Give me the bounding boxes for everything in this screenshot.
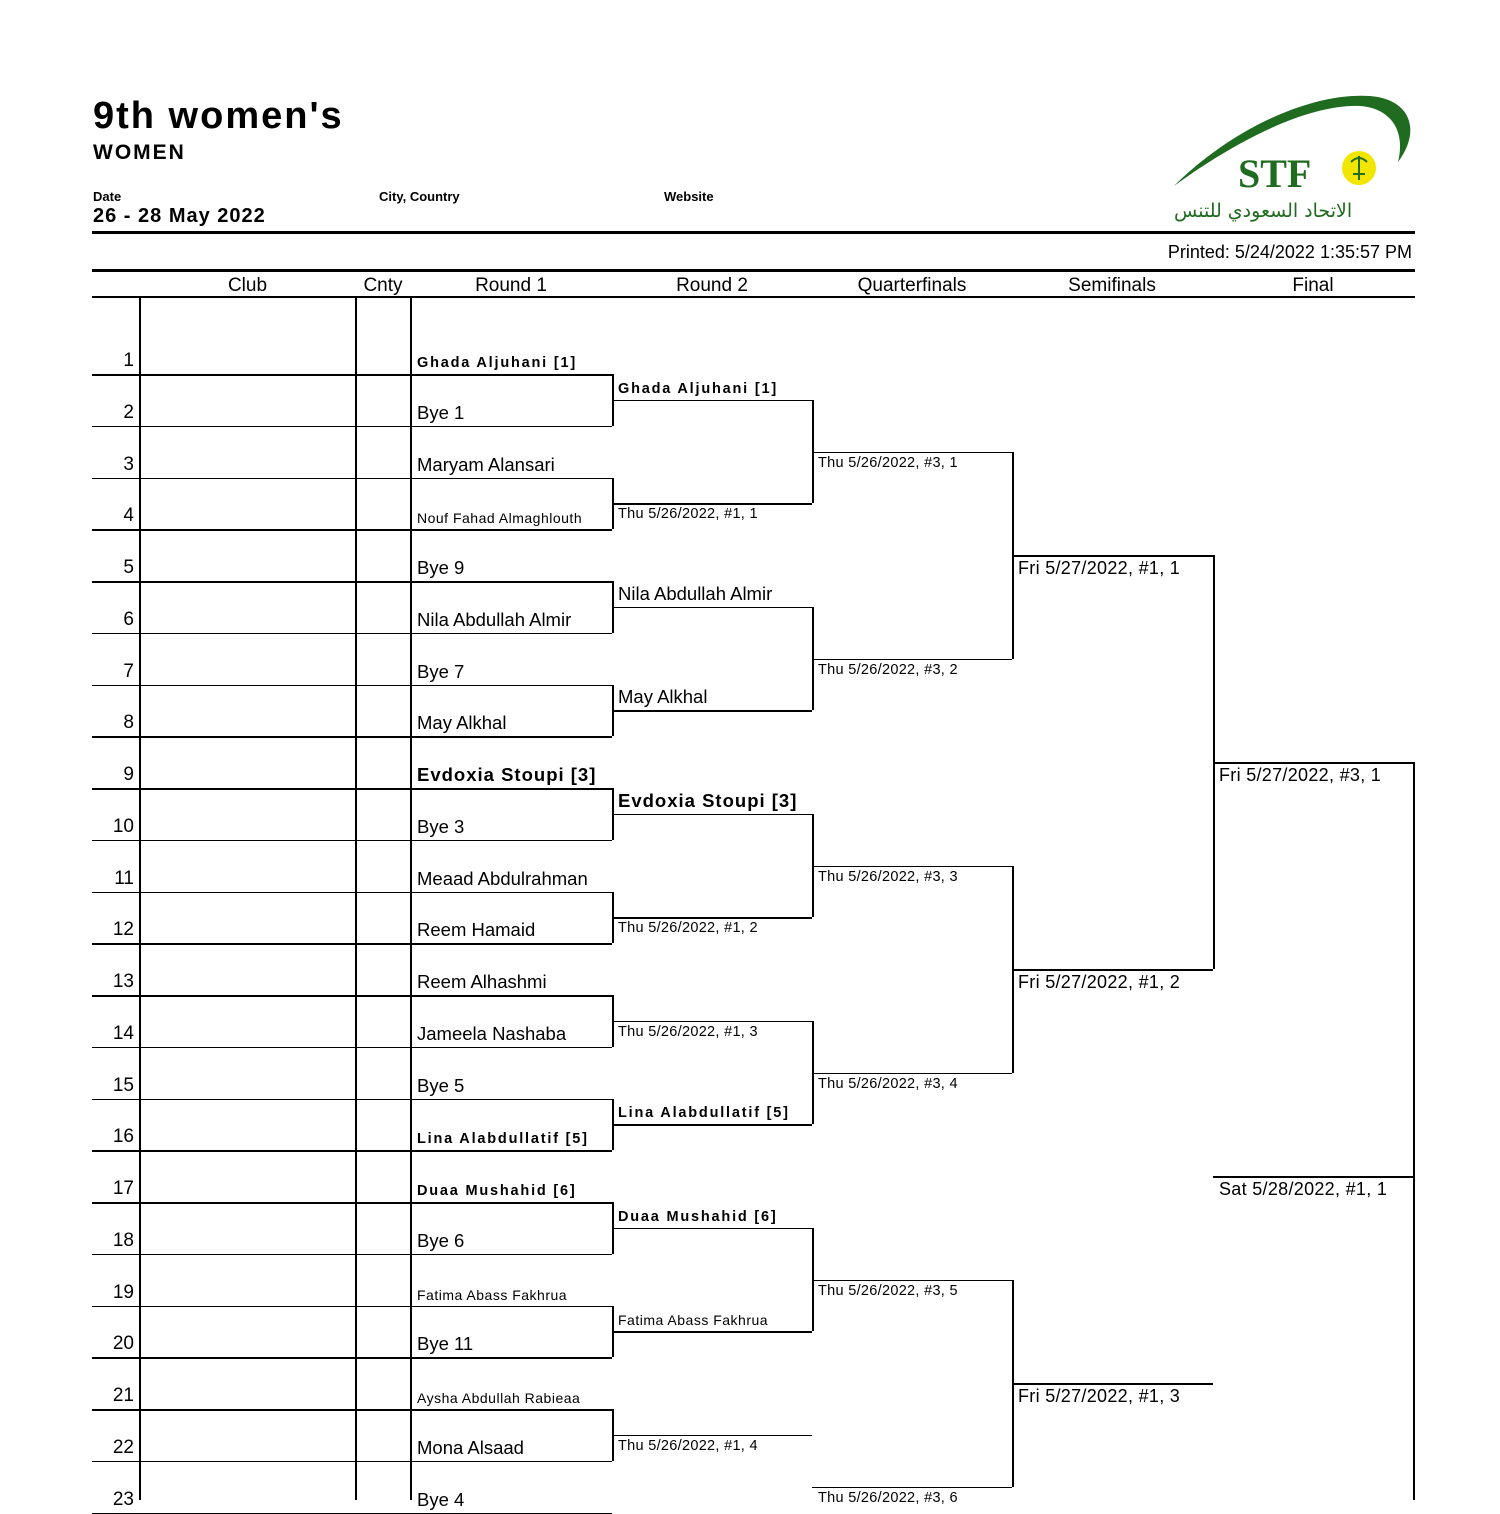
player-name: Nouf Fahad Almaghlouth [417, 510, 582, 526]
round2-winner: Ghada Aljuhani [1] [618, 381, 778, 397]
round2-winner: Lina Alabdullatif [5] [618, 1105, 790, 1121]
col-header-club: Club [139, 275, 356, 297]
championship-schedule: Sat 5/28/2022, #1, 1 [1219, 1179, 1387, 1200]
row-line [92, 943, 612, 945]
logo-stf-text: STF [1238, 151, 1311, 196]
row-number: 21 [92, 1385, 134, 1407]
row-number: 20 [92, 1333, 134, 1355]
stf-logo [1170, 90, 1415, 225]
round2-connector [612, 1202, 614, 1254]
row-number: 7 [92, 661, 134, 683]
row-line [92, 995, 612, 997]
player-name: Meaad Abdulrahman [417, 868, 588, 890]
semifinal-connector [1012, 866, 1014, 1073]
round2-line [612, 1021, 812, 1023]
col-header-semifinals: Semifinals [1012, 275, 1212, 297]
row-line [92, 736, 612, 738]
round2-line [612, 1228, 812, 1230]
round2-winner: May Alkhal [618, 686, 707, 708]
quarterfinal-line [812, 866, 1012, 868]
round2-connector [612, 1099, 614, 1151]
row-number: 3 [92, 454, 134, 476]
player-name: Bye 4 [417, 1489, 464, 1511]
row-line [92, 1306, 612, 1308]
player-name: Bye 5 [417, 1075, 464, 1097]
row-line [92, 426, 612, 428]
printed-timestamp: Printed: 5/24/2022 1:35:57 PM [1168, 242, 1412, 263]
round2-line [612, 917, 812, 919]
semifinal-connector [1012, 1280, 1014, 1487]
tournament-title: 9th women's [93, 95, 344, 138]
row-number: 15 [92, 1075, 134, 1097]
round2-connector [612, 995, 614, 1047]
round2-winner: Evdoxia Stoupi [3] [618, 790, 797, 812]
row-number: 9 [92, 764, 134, 786]
row-line [92, 581, 612, 583]
row-line [92, 1461, 612, 1463]
quarterfinal-line [812, 1280, 1012, 1282]
row-line [92, 1409, 612, 1411]
row-line [92, 1254, 612, 1256]
row-number: 17 [92, 1178, 134, 1200]
round2-connector [612, 478, 614, 530]
round2-connector [612, 685, 614, 737]
semifinal-schedule: Fri 5/27/2022, #1, 2 [1018, 972, 1180, 993]
semifinal-schedule: Fri 5/27/2022, #1, 3 [1018, 1386, 1180, 1407]
round2-connector [612, 581, 614, 633]
round2-line [612, 710, 812, 712]
round2-connector [612, 1306, 614, 1358]
semifinal-line [1012, 969, 1213, 971]
championship-line [1213, 1176, 1413, 1178]
table-top-rule [92, 269, 1415, 272]
round2-line [612, 814, 812, 816]
header-bottom-rule [92, 296, 1415, 298]
semifinal-schedule: Fri 5/27/2022, #1, 1 [1018, 558, 1180, 579]
semifinal-line [1012, 1383, 1213, 1385]
round2-line [612, 1331, 812, 1333]
row-number: 13 [92, 971, 134, 993]
round2-schedule: Thu 5/26/2022, #1, 3 [618, 1024, 758, 1040]
row-number: 14 [92, 1023, 134, 1045]
player-name: Aysha Abdullah Rabieaa [417, 1390, 580, 1406]
row-line [92, 633, 612, 635]
row-number: 6 [92, 609, 134, 631]
player-name: Bye 9 [417, 557, 464, 579]
round2-schedule: Thu 5/26/2022, #1, 1 [618, 506, 758, 522]
player-name: Bye 7 [417, 661, 464, 683]
round2-connector [612, 892, 614, 944]
col-header-cnty: Cnty [356, 275, 410, 297]
col-header-round1: Round 1 [411, 275, 611, 297]
player-name: Lina Alabdullatif [5] [417, 1131, 589, 1147]
row-line [92, 1099, 612, 1101]
quarterfinal-schedule: Thu 5/26/2022, #3, 5 [818, 1283, 958, 1299]
player-name: Bye 6 [417, 1230, 464, 1252]
row-line [92, 685, 612, 687]
quarterfinal-schedule: Thu 5/26/2022, #3, 2 [818, 662, 958, 678]
draw-category: WOMEN [93, 141, 186, 165]
player-name: Maryam Alansari [417, 454, 555, 476]
row-number: 8 [92, 712, 134, 734]
round2-line [612, 1435, 812, 1437]
row-number: 18 [92, 1230, 134, 1252]
final-line [1213, 762, 1413, 764]
round2-line [612, 1124, 812, 1126]
player-name: Bye 11 [417, 1333, 473, 1355]
row-line [92, 1150, 612, 1152]
row-line [92, 374, 612, 376]
round2-schedule: Thu 5/26/2022, #1, 2 [618, 920, 758, 936]
final-connector [1213, 555, 1215, 969]
row-number: 2 [92, 402, 134, 424]
player-name: Duaa Mushahid [6] [417, 1183, 577, 1199]
quarterfinal-schedule: Thu 5/26/2022, #3, 4 [818, 1076, 958, 1092]
row-number: 16 [92, 1126, 134, 1148]
quarterfinal-schedule: Thu 5/26/2022, #3, 1 [818, 455, 958, 471]
player-name: Bye 3 [417, 816, 464, 838]
row-line [92, 529, 612, 531]
row-number: 22 [92, 1437, 134, 1459]
row-number: 12 [92, 919, 134, 941]
round2-connector [612, 788, 614, 840]
row-line [92, 478, 612, 480]
quarterfinal-line [812, 1487, 1012, 1489]
date-value: 26 - 28 May 2022 [93, 205, 266, 228]
date-label: Date [93, 189, 121, 204]
quarterfinal-connector [812, 1228, 814, 1332]
player-name: Nila Abdullah Almir [417, 609, 571, 631]
row-number: 10 [92, 816, 134, 838]
header-rule [92, 231, 1415, 234]
website-label: Website [664, 189, 714, 204]
col-header-final: Final [1213, 275, 1413, 297]
semifinal-line [1012, 555, 1213, 557]
quarterfinal-connector [812, 400, 814, 504]
col-header-quarterfinals: Quarterfinals [812, 275, 1012, 297]
row-line [92, 892, 612, 894]
city-country-label: City, Country [379, 189, 460, 204]
quarterfinal-connector [812, 1021, 814, 1125]
row-number: 23 [92, 1489, 134, 1511]
round2-winner: Nila Abdullah Almir [618, 583, 772, 605]
row-number: 11 [92, 868, 134, 890]
final-schedule: Fri 5/27/2022, #3, 1 [1219, 765, 1381, 786]
player-name: Jameela Nashaba [417, 1023, 566, 1045]
quarterfinal-connector [812, 607, 814, 711]
quarterfinal-connector [812, 814, 814, 918]
round2-line [612, 503, 812, 505]
player-name: Reem Alhashmi [417, 971, 547, 993]
player-name: Evdoxia Stoupi [3] [417, 764, 596, 786]
round2-line [612, 607, 812, 609]
quarterfinal-schedule: Thu 5/26/2022, #3, 6 [818, 1490, 958, 1506]
row-number: 1 [92, 350, 134, 372]
player-name: Bye 1 [417, 402, 464, 424]
championship-connector [1413, 762, 1415, 1500]
round2-winner: Duaa Mushahid [6] [618, 1209, 778, 1225]
round2-connector [612, 374, 614, 426]
player-name: Mona Alsaad [417, 1437, 524, 1459]
round2-winner: Fatima Abass Fakhrua [618, 1312, 768, 1328]
semifinal-connector [1012, 452, 1014, 659]
quarterfinal-line [812, 659, 1012, 661]
round2-connector [612, 1409, 614, 1461]
round2-schedule: Thu 5/26/2022, #1, 4 [618, 1438, 758, 1454]
round2-line [612, 400, 812, 402]
row-number: 19 [92, 1282, 134, 1304]
quarterfinal-line [812, 1073, 1012, 1075]
row-line [92, 1357, 612, 1359]
row-line [92, 1202, 612, 1204]
player-name: Fatima Abass Fakhrua [417, 1287, 567, 1303]
row-number: 5 [92, 557, 134, 579]
quarterfinal-schedule: Thu 5/26/2022, #3, 3 [818, 869, 958, 885]
row-number: 4 [92, 505, 134, 527]
row-line [92, 840, 612, 842]
player-name: Ghada Aljuhani [1] [417, 355, 577, 371]
row-line [92, 1047, 612, 1049]
player-name: May Alkhal [417, 712, 506, 734]
logo-arabic-text: الاتحاد السعودي للتنس [1174, 200, 1352, 222]
row-line [92, 788, 612, 790]
player-name: Reem Hamaid [417, 919, 535, 941]
quarterfinal-line [812, 452, 1012, 454]
col-header-round2: Round 2 [612, 275, 812, 297]
